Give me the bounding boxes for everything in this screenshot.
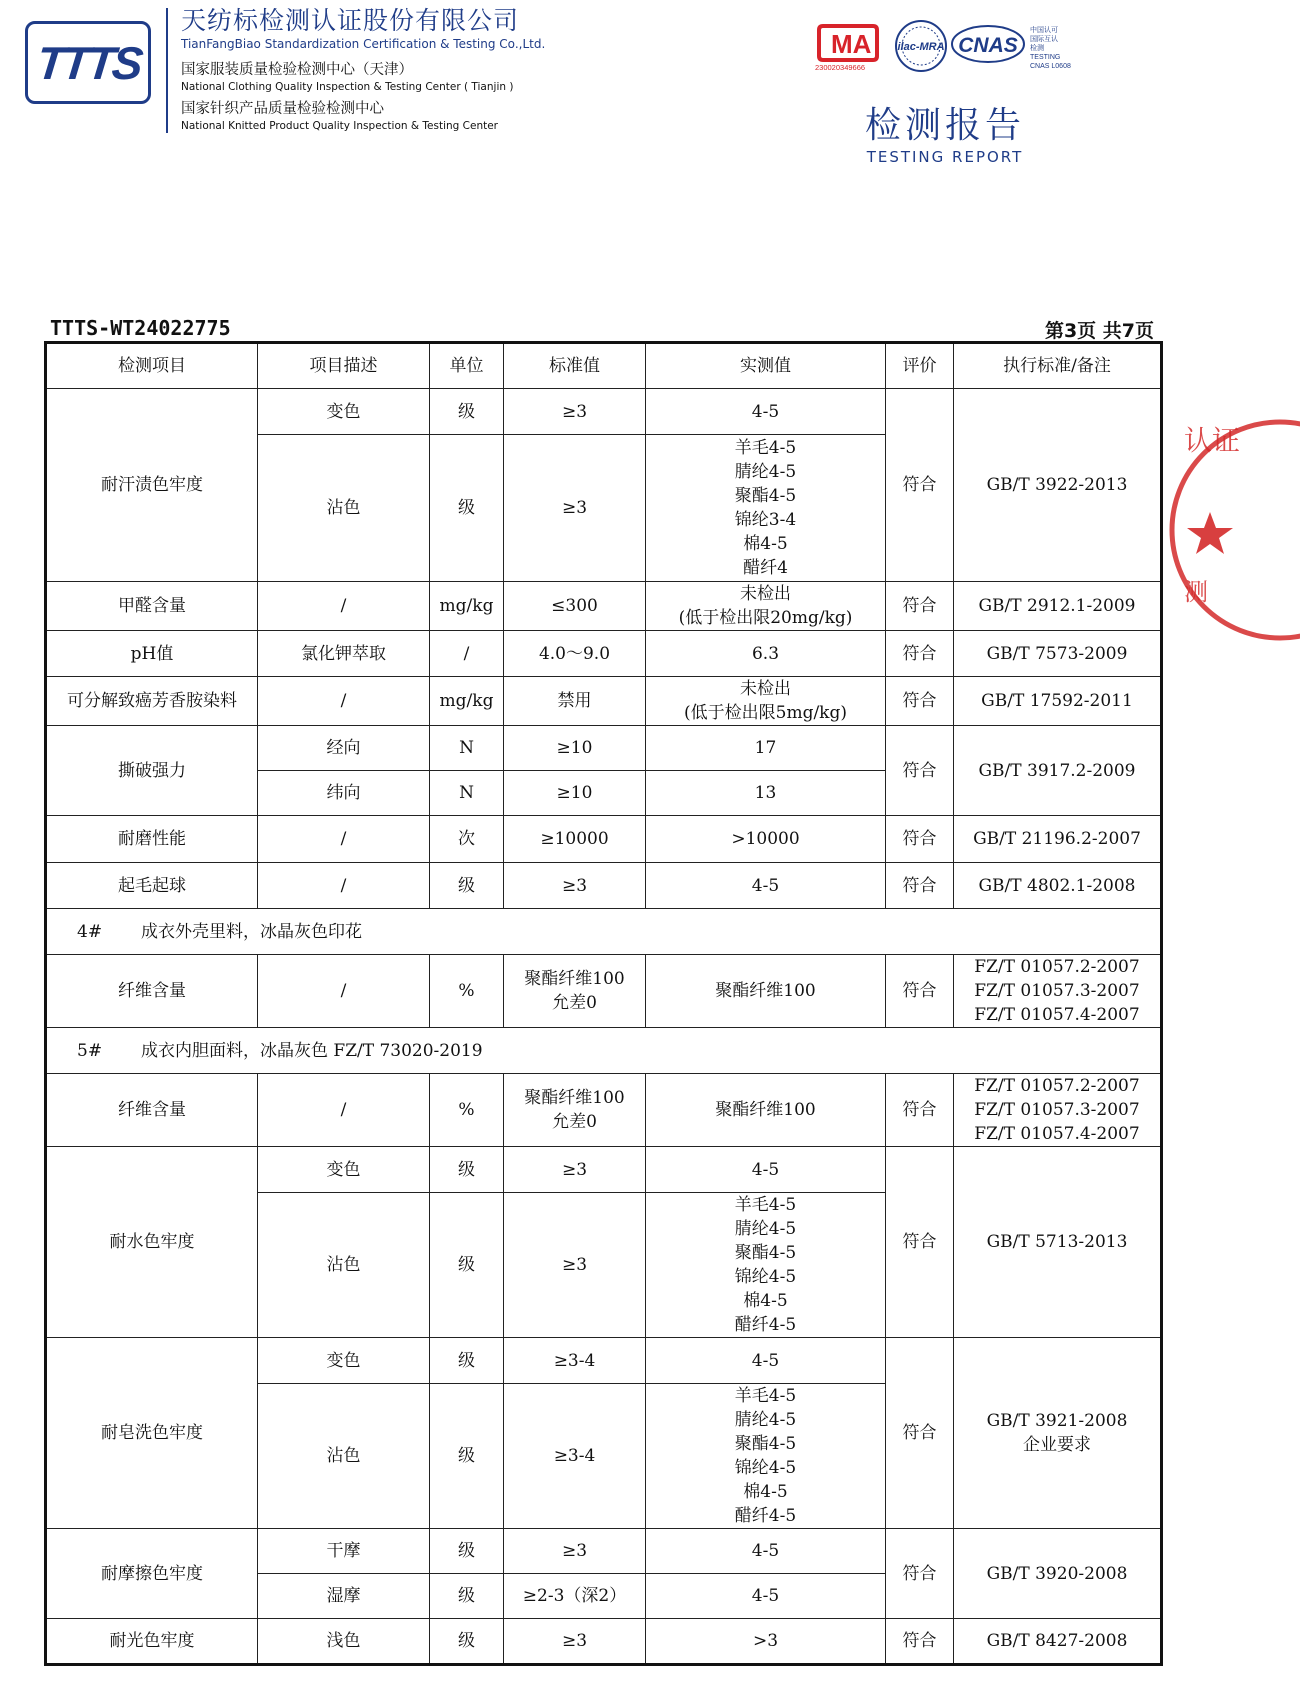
std-cell — [504, 1074, 646, 1147]
table-row — [46, 582, 1162, 631]
value-line: 棉4-5 — [743, 1291, 788, 1311]
unit-cell: % — [430, 1074, 504, 1147]
value-cell: 聚酯纤维100 — [646, 1074, 886, 1147]
table-row — [46, 863, 1162, 909]
value-cell: >3 — [646, 1619, 886, 1665]
value-cell: 4-5 — [646, 1574, 886, 1619]
std-line: 聚酯纤维100 — [524, 1088, 625, 1108]
report-title — [855, 104, 1035, 166]
value-line: 未检出 — [740, 584, 791, 604]
unit-cell: % — [430, 955, 504, 1028]
standard-cell: GB/T 2912.1-2009 — [954, 582, 1162, 631]
cnas-side-5: CNAS L0608 — [1030, 63, 1071, 70]
value-line: 锦纶4-5 — [734, 1458, 797, 1478]
item-cell: 耐摩擦色牢度 — [46, 1529, 258, 1619]
eval-cell: 符合 — [886, 1074, 954, 1147]
value-line: 锦纶3-4 — [734, 510, 797, 530]
eval-cell: 符合 — [886, 389, 954, 582]
desc-cell: / — [258, 1074, 430, 1147]
item-cell: 纤维含量 — [46, 955, 258, 1028]
company-name-en: TianFangBiao Standardization Certification & Testing Co.,Ltd. — [181, 37, 546, 51]
item-cell: 耐光色牢度 — [46, 1619, 258, 1665]
unit-cell: 级 — [430, 863, 504, 909]
value-cell: 6.3 — [646, 631, 886, 677]
value-line: 未检出 — [740, 679, 791, 699]
standard-cell: GB/T 21196.2-2007 — [954, 816, 1162, 863]
item-cell: 耐皂洗色牢度 — [46, 1338, 258, 1529]
center1-name-en: National Clothing Quality Inspection & Testing Center ( Tianjin ) — [181, 81, 514, 93]
standard-cell — [954, 1338, 1162, 1529]
logo-text: TTTS — [33, 36, 143, 89]
cnas-side-4: TESTING — [1030, 54, 1061, 61]
std-cell: ≤300 — [504, 582, 646, 631]
desc-cell: 沾色 — [258, 1193, 430, 1338]
section-number: 4# — [77, 921, 103, 942]
column-header: 项目描述 — [258, 343, 430, 389]
section-number: 5# — [77, 1040, 103, 1061]
std-cell: ≥3 — [504, 1193, 646, 1338]
table-row — [46, 1074, 1162, 1147]
unit-cell: 级 — [430, 1338, 504, 1384]
unit-cell: 次 — [430, 816, 504, 863]
std-cell: ≥10000 — [504, 816, 646, 863]
value-cell — [646, 677, 886, 726]
std-line: 允差0 — [552, 1112, 597, 1132]
standard-cell: GB/T 17592-2011 — [954, 677, 1162, 726]
cma-text: MA — [831, 29, 872, 59]
value-line: 醋纤4-5 — [734, 1315, 797, 1335]
std-cell: ≥3 — [504, 863, 646, 909]
item-cell: 纤维含量 — [46, 1074, 258, 1147]
item-cell: 可分解致癌芳香胺染料 — [46, 677, 258, 726]
value-cell: 4-5 — [646, 389, 886, 435]
item-cell: 耐磨性能 — [46, 816, 258, 863]
std-cell — [504, 955, 646, 1028]
value-line: 棉4-5 — [743, 534, 788, 554]
eval-cell: 符合 — [886, 631, 954, 677]
std-cell: ≥3-4 — [504, 1384, 646, 1529]
table-row — [46, 1338, 1162, 1384]
item-cell: pH值 — [46, 631, 258, 677]
column-header: 评价 — [886, 343, 954, 389]
desc-cell: 变色 — [258, 1147, 430, 1193]
company-logo — [25, 21, 151, 104]
cma-code: 230020349666 — [815, 63, 866, 72]
section-row — [46, 1028, 1162, 1074]
eval-cell: 符合 — [886, 1338, 954, 1529]
logo-divider — [166, 8, 168, 133]
unit-cell: 级 — [430, 1619, 504, 1665]
value-line: (低于检出限20mg/kg) — [678, 608, 853, 628]
std-cell: ≥3-4 — [504, 1338, 646, 1384]
cnas-side-1: 中国认可 — [1030, 26, 1058, 34]
table-row — [46, 1147, 1162, 1193]
item-cell: 起毛起球 — [46, 863, 258, 909]
standard-line: FZ/T 01057.2-2007 — [974, 957, 1140, 977]
std-cell: ≥10 — [504, 726, 646, 771]
eval-cell: 符合 — [886, 1147, 954, 1338]
standard-cell — [954, 1074, 1162, 1147]
cnas-side-3: 检测 — [1030, 44, 1044, 52]
report-number: TTTS-WT24022775 — [50, 316, 231, 340]
value-cell: 13 — [646, 771, 886, 816]
value-line: 腈纶4-5 — [734, 1410, 797, 1430]
column-header: 检测项目 — [46, 343, 258, 389]
standard-cell: GB/T 3922-2013 — [954, 389, 1162, 582]
unit-cell: 级 — [430, 1574, 504, 1619]
column-header: 执行标准/备注 — [954, 343, 1162, 389]
table-row — [46, 955, 1162, 1028]
value-line: 腈纶4-5 — [734, 462, 797, 482]
std-cell: ≥3 — [504, 1529, 646, 1574]
unit-cell: 级 — [430, 435, 504, 582]
value-line: 聚酯4-5 — [734, 486, 797, 506]
unit-cell: / — [430, 631, 504, 677]
value-cell — [646, 1384, 886, 1529]
standard-line: 企业要求 — [1023, 1435, 1091, 1455]
eval-cell: 符合 — [886, 863, 954, 909]
desc-cell: 变色 — [258, 389, 430, 435]
value-line: 羊毛4-5 — [734, 1386, 797, 1406]
value-line: 棉4-5 — [743, 1482, 788, 1502]
center1-name-cn: 国家服装质量检验检测中心（天津） — [181, 62, 413, 78]
unit-cell: mg/kg — [430, 677, 504, 726]
value-cell: 4-5 — [646, 863, 886, 909]
value-line: 腈纶4-5 — [734, 1219, 797, 1239]
unit-cell: 级 — [430, 389, 504, 435]
unit-cell: 级 — [430, 1193, 504, 1338]
center2-name-cn: 国家针织产品质量检验检测中心 — [181, 101, 384, 117]
section-cell — [46, 1028, 1162, 1074]
page-number: 第3页 共7页 — [1044, 320, 1154, 342]
value-line: 醋纤4 — [743, 558, 788, 578]
item-cell: 耐水色牢度 — [46, 1147, 258, 1338]
value-line: 羊毛4-5 — [734, 1195, 797, 1215]
unit-cell: N — [430, 726, 504, 771]
table-row — [46, 389, 1162, 435]
desc-cell: 经向 — [258, 726, 430, 771]
desc-cell: 湿摩 — [258, 1574, 430, 1619]
eval-cell: 符合 — [886, 677, 954, 726]
standard-cell: GB/T 4802.1-2008 — [954, 863, 1162, 909]
value-line: 锦纶4-5 — [734, 1267, 797, 1287]
item-cell: 撕破强力 — [46, 726, 258, 816]
std-cell: ≥3 — [504, 435, 646, 582]
value-cell — [646, 435, 886, 582]
value-cell: 4-5 — [646, 1338, 886, 1384]
cnas-mark — [952, 25, 1071, 70]
section-title: 成衣外壳里料，冰晶灰色印花 — [141, 921, 362, 942]
desc-cell: / — [258, 816, 430, 863]
std-cell: ≥3 — [504, 389, 646, 435]
standard-line: FZ/T 01057.3-2007 — [974, 1100, 1140, 1120]
table-row — [46, 726, 1162, 771]
standard-cell: GB/T 8427-2008 — [954, 1619, 1162, 1665]
company-name-cn: 天纺标检测认证股份有限公司 — [181, 6, 520, 35]
cnas-side-2: 国际互认 — [1030, 35, 1058, 43]
table-row — [46, 816, 1162, 863]
std-line: 聚酯纤维100 — [524, 969, 625, 989]
desc-cell: / — [258, 955, 430, 1028]
standard-cell: GB/T 3920-2008 — [954, 1529, 1162, 1619]
value-line: (低于检出限5mg/kg) — [684, 703, 847, 723]
standard-cell: GB/T 7573-2009 — [954, 631, 1162, 677]
unit-cell: N — [430, 771, 504, 816]
std-cell: ≥2-3（深2） — [504, 1574, 646, 1619]
table-row — [46, 1529, 1162, 1574]
section-title: 成衣内胆面料，冰晶灰色 FZ/T 73020-2019 — [141, 1040, 483, 1061]
desc-cell: / — [258, 677, 430, 726]
table-row — [46, 677, 1162, 726]
eval-cell: 符合 — [886, 1529, 954, 1619]
cma-mark — [815, 26, 877, 72]
standard-cell: GB/T 3917.2-2009 — [954, 726, 1162, 816]
standard-line: FZ/T 01057.4-2007 — [974, 1005, 1140, 1025]
table-row — [46, 1619, 1162, 1665]
standard-cell: GB/T 5713-2013 — [954, 1147, 1162, 1338]
item-cell: 耐汗渍色牢度 — [46, 389, 258, 582]
unit-cell: 级 — [430, 1529, 504, 1574]
value-cell: >10000 — [646, 816, 886, 863]
desc-cell: 沾色 — [258, 1384, 430, 1529]
report-title-en: TESTING REPORT — [866, 148, 1024, 166]
center2-name-en: National Knitted Product Quality Inspection & Testing Center — [181, 120, 498, 132]
section-row — [46, 909, 1162, 955]
std-cell: 禁用 — [504, 677, 646, 726]
value-cell — [646, 1193, 886, 1338]
unit-cell: mg/kg — [430, 582, 504, 631]
value-line: 聚酯4-5 — [734, 1434, 797, 1454]
official-seal — [1170, 400, 1300, 660]
value-line: 聚酯4-5 — [734, 1243, 797, 1263]
value-line: 羊毛4-5 — [734, 438, 797, 458]
value-cell: 4-5 — [646, 1147, 886, 1193]
value-cell: 4-5 — [646, 1529, 886, 1574]
cnas-text: CNAS — [958, 34, 1018, 57]
value-cell: 17 — [646, 726, 886, 771]
desc-cell: 氯化钾萃取 — [258, 631, 430, 677]
standard-line: FZ/T 01057.2-2007 — [974, 1076, 1140, 1096]
desc-cell: 变色 — [258, 1338, 430, 1384]
table-header-row — [46, 343, 1162, 389]
table-row — [46, 631, 1162, 677]
std-line: 允差0 — [552, 993, 597, 1013]
seal-text-2: 测 — [1184, 578, 1208, 606]
standard-cell — [954, 955, 1162, 1028]
column-header: 实测值 — [646, 343, 886, 389]
standard-line: GB/T 3921-2008 — [986, 1411, 1128, 1431]
results-table — [44, 341, 1163, 1666]
unit-cell: 级 — [430, 1147, 504, 1193]
unit-cell: 级 — [430, 1384, 504, 1529]
value-cell — [646, 582, 886, 631]
eval-cell: 符合 — [886, 955, 954, 1028]
ilac-text: ilac-MRA — [897, 41, 945, 53]
seal-text-1: 认证 — [1184, 424, 1241, 457]
desc-cell: 纬向 — [258, 771, 430, 816]
desc-cell: 干摩 — [258, 1529, 430, 1574]
desc-cell: / — [258, 582, 430, 631]
organization-block — [181, 6, 545, 138]
report-title-cn: 检测报告 — [864, 105, 1025, 146]
std-cell: 4.0～9.0 — [504, 631, 646, 677]
eval-cell: 符合 — [886, 816, 954, 863]
desc-cell: 浅色 — [258, 1619, 430, 1665]
item-cell: 甲醛含量 — [46, 582, 258, 631]
desc-cell: / — [258, 863, 430, 909]
eval-cell: 符合 — [886, 582, 954, 631]
std-cell: ≥3 — [504, 1147, 646, 1193]
column-header: 单位 — [430, 343, 504, 389]
accreditation-marks — [815, 22, 1115, 82]
standard-line: FZ/T 01057.3-2007 — [974, 981, 1140, 1001]
ilac-mra-mark — [896, 21, 946, 71]
desc-cell: 沾色 — [258, 435, 430, 582]
eval-cell: 符合 — [886, 1619, 954, 1665]
standard-line: FZ/T 01057.4-2007 — [974, 1124, 1140, 1144]
std-cell: ≥10 — [504, 771, 646, 816]
column-header: 标准值 — [504, 343, 646, 389]
value-line: 醋纤4-5 — [734, 1506, 797, 1526]
value-cell: 聚酯纤维100 — [646, 955, 886, 1028]
eval-cell: 符合 — [886, 726, 954, 816]
section-cell — [46, 909, 1162, 955]
std-cell: ≥3 — [504, 1619, 646, 1665]
